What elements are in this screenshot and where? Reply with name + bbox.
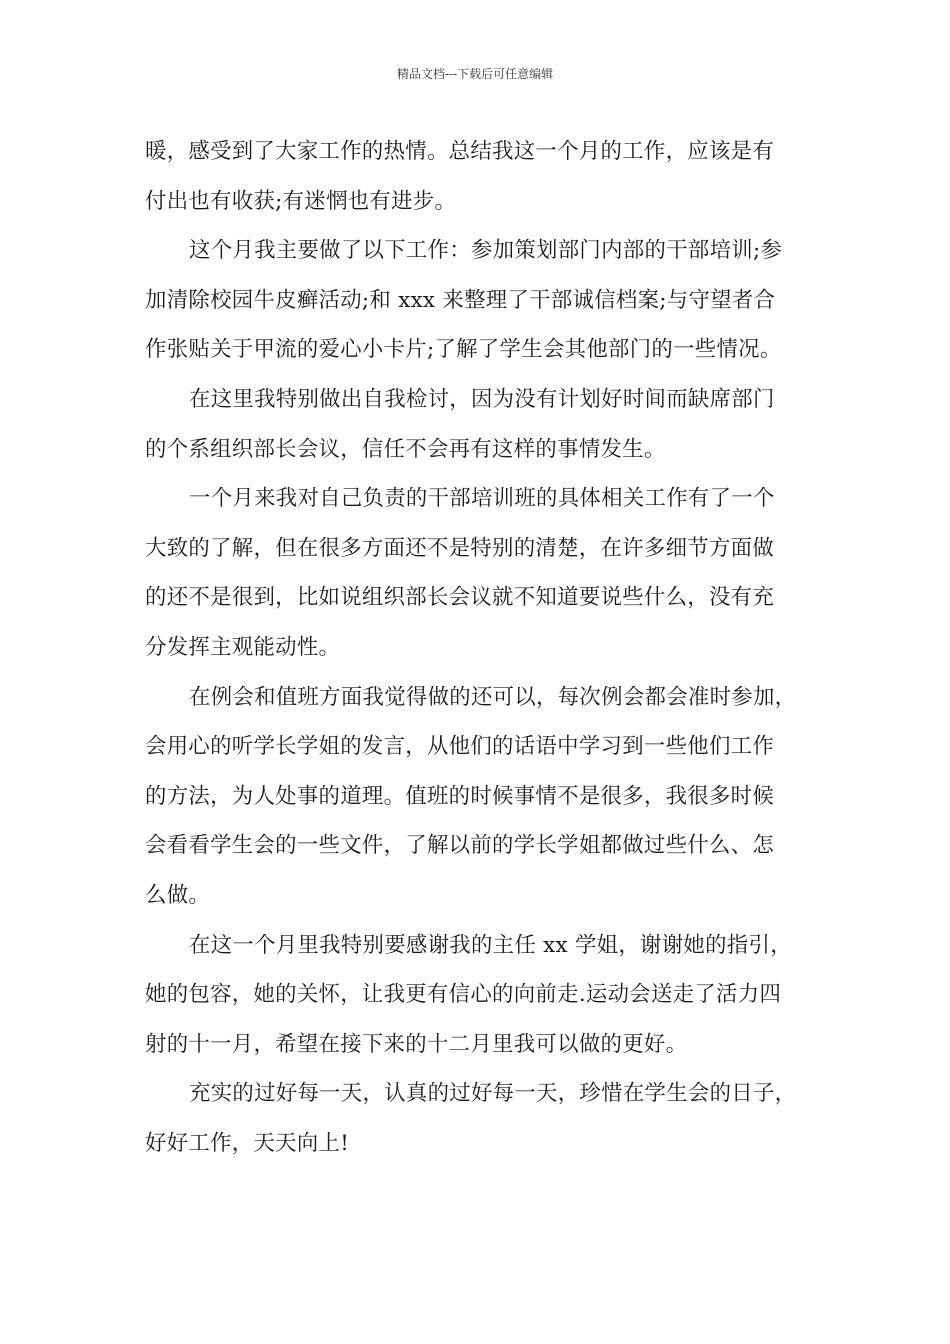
- text-line: 的个系组织部长会议，信任不会再有这样的事情发生。: [145, 436, 666, 462]
- text-line: 这个月我主要做了以下工作：参加策划部门内部的干部培训;参: [189, 238, 783, 264]
- text-line: 么做。: [145, 882, 211, 908]
- text-line: 分发挥主观能动性。: [145, 634, 341, 660]
- text-line: 作张贴关于甲流的爱心小卡片;了解了学生会其他部门的一些情况。: [145, 337, 782, 363]
- text-line: 会用心的听学长学姐的发言，从他们的话语中学习到一些他们工作: [145, 734, 775, 760]
- text-line: 在例会和值班方面我觉得做的还可以，每次例会都会准时参加，: [189, 684, 797, 710]
- text-line: 她的包容，她的关怀，让我更有信心的向前走.运动会送走了活力四: [145, 982, 782, 1008]
- text-line: 暖，感受到了大家工作的热情。总结我这一个月的工作，应该是有: [145, 139, 775, 164]
- text-line: 好好工作，天天向上!: [145, 1130, 350, 1156]
- text-line: 的还不是很到，比如说组织部长会议就不知道要说些什么，没有充: [145, 585, 775, 611]
- text-line: 一个月来我对自己负责的干部培训班的具体相关工作有了一个: [189, 486, 775, 512]
- page-header: 精品文档---下载后可任意编辑: [396, 67, 554, 81]
- text-line: 的方法，为人处事的道理。值班的时候事情不是很多，我很多时候: [145, 783, 775, 809]
- text-line: 充实的过好每一天，认真的过好每一天，珍惜在学生会的日子，: [189, 1081, 797, 1107]
- document-body: [145, 127, 835, 1168]
- text-line: 射的十一月，希望在接下来的十二月里我可以做的更好。: [145, 1031, 688, 1057]
- text-line: 大致的了解，但在很多方面还不是特别的清楚，在许多细节方面做: [145, 535, 775, 561]
- text-line: 会看看学生会的一些文件，了解以前的学长学姐都做过些什么、怎: [145, 833, 775, 859]
- text-line: 在这里我特别做出自我检讨，因为没有计划好时间而缺席部门: [189, 386, 775, 412]
- text-line: 付出也有收获;有迷惘也有进步。: [145, 188, 457, 214]
- text-line: 加清除校园牛皮癣活动;和 xxx 来整理了干部诚信档案;与守望者合: [145, 287, 776, 313]
- text-line: 在这一个月里我特别要感谢我的主任 xx 学姐，谢谢她的指引，: [189, 932, 792, 958]
